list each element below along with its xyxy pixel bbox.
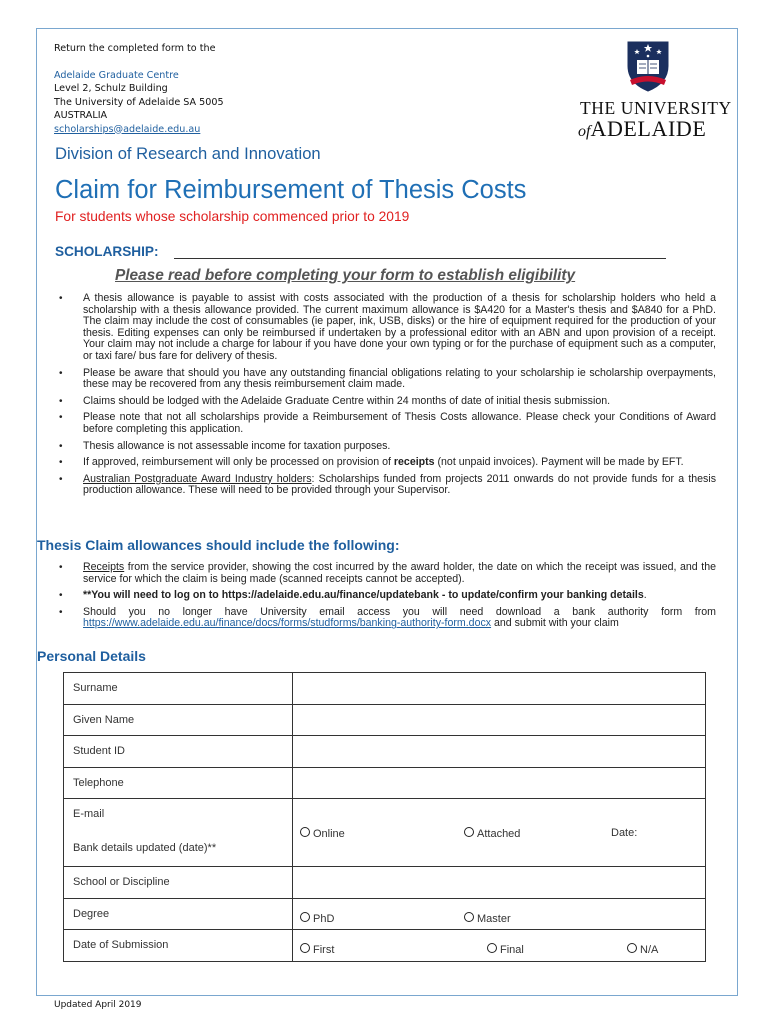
list-item: • Please be aware that should you have any outstanding financial obligations relating to your scholarship ie scholarship overpayments, these may be recovered from any thesis reimbursement claim made. <box>56 368 716 391</box>
address-line: The University of Adelaide SA 5005 <box>54 96 224 108</box>
address-line: AUSTRALIA <box>54 110 108 121</box>
university-logo <box>578 40 732 141</box>
first-option[interactable]: First <box>300 943 334 956</box>
bank-details-label: Bank details updated (date)** <box>64 830 293 867</box>
table-row <box>64 767 706 799</box>
list-item: • Claims should be lodged with the Adelaide Graduate Centre within 24 months of date of initial thesis submission. <box>56 396 716 408</box>
student-id-field[interactable] <box>293 736 706 768</box>
footer-updated: Updated April 2019 <box>54 1000 142 1010</box>
radio-icon[interactable] <box>300 827 310 837</box>
given-name-label: Given Name <box>64 704 293 736</box>
table-row <box>64 673 706 705</box>
list-item: • Australian Postgraduate Award Industry holders: Scholarships funded from projects 2011 onwards do not provide funds for a thesis production allowance. These will need to be provided through your Supervisor. <box>56 474 716 497</box>
scholarship-label: SCHOLARSHIP: <box>55 244 159 259</box>
logo-wordmark-bottom: ofADELAIDE <box>578 116 707 141</box>
eligibility-list <box>56 293 716 502</box>
student-id-label: Student ID <box>64 736 293 768</box>
table-row <box>64 830 706 867</box>
eligibility-heading: Please read before completing your form to establish eligibility <box>115 267 576 284</box>
return-intro: Return the completed form to the <box>54 43 216 54</box>
email-link[interactable]: scholarships@adelaide.edu.au <box>54 123 201 135</box>
claim-list <box>56 562 716 635</box>
bank-form-link[interactable]: https://www.adelaide.edu.au/finance/docs/forms/studforms/banking-authority-form.docx <box>83 617 492 630</box>
table-row <box>64 898 706 930</box>
list-item: • If approved, reimbursement will only be processed on provision of receipts (not unpaid invoices). Payment will be made by EFT. <box>56 457 716 469</box>
form-title: Claim for Reimbursement of Thesis Costs <box>55 176 527 204</box>
na-option[interactable]: N/A <box>627 943 658 956</box>
telephone-field[interactable] <box>293 767 706 799</box>
school-label: School or Discipline <box>64 867 293 899</box>
division-name: Division of Research and Innovation <box>55 144 321 163</box>
list-item: • A thesis allowance is payable to assist with costs associated with the production of a thesis for scholarship holders who held a scholarship with a thesis allowance provided. The current maximum allowance is $A420 for a Master's thesis and $A840 for a PhD. The claim may include the cost of consumables (ie paper, ink, USB, disks) or the hire of equipment required for the production of your thesis. Editing expenses can only be reimbursed if undertaken by a professional editor with an ABN and upon provision of a receipt. Your claim may not include a charge for labour if you have done your own typing or for the purchase of equipment such as a computer, or taxi fare/ bus fare for delivery of thesis. <box>56 293 716 363</box>
return-address <box>54 42 224 136</box>
given-name-field[interactable] <box>293 704 706 736</box>
school-field[interactable] <box>293 867 706 899</box>
email-label: E-mail <box>64 799 293 831</box>
office-name: Adelaide Graduate Centre <box>54 69 179 81</box>
table-row <box>64 799 706 831</box>
radio-icon[interactable] <box>487 943 497 953</box>
attached-option[interactable]: Attached <box>464 827 520 840</box>
radio-icon[interactable] <box>300 943 310 953</box>
table-row <box>64 930 706 962</box>
crest-icon <box>626 40 670 92</box>
personal-details-heading: Personal Details <box>37 648 146 664</box>
email-field[interactable] <box>293 799 706 831</box>
final-option[interactable]: Final <box>487 943 524 956</box>
address-line: Level 2, Schulz Building <box>54 83 168 94</box>
master-option[interactable]: Master <box>464 912 511 925</box>
degree-options <box>293 898 706 930</box>
phd-option[interactable]: PhD <box>300 912 334 925</box>
list-item: • Thesis allowance is not assessable income for taxation purposes. <box>56 441 716 453</box>
date-label: Date: <box>611 827 638 839</box>
online-option[interactable]: Online <box>300 827 345 840</box>
table-row <box>64 704 706 736</box>
radio-icon[interactable] <box>464 827 474 837</box>
claim-heading: Thesis Claim allowances should include the following: <box>37 537 400 553</box>
list-item: • Should you no longer have University email access you will need download a bank authority form from https://www.adelaide.edu.au/finance/docs/forms/studforms/banking-authority-form.docx and submit with your claim <box>56 607 716 630</box>
list-item: • Please note that not all scholarships provide a Reimbursement of Thesis Costs allowance. Please check your Conditions of Award before completing this application. <box>56 412 716 435</box>
list-item: • **You will need to log on to https://adelaide.edu.au/finance/updatebank - to update/confirm your banking details. <box>56 590 716 602</box>
radio-icon[interactable] <box>300 912 310 922</box>
surname-label: Surname <box>64 673 293 705</box>
scholarship-field[interactable] <box>174 258 666 259</box>
personal-details-table <box>63 672 706 962</box>
submission-options <box>293 930 706 962</box>
bank-details-options <box>293 827 706 867</box>
submission-label: Date of Submission <box>64 930 293 962</box>
telephone-label: Telephone <box>64 767 293 799</box>
radio-icon[interactable] <box>464 912 474 922</box>
radio-icon[interactable] <box>627 943 637 953</box>
list-item: • Receipts from the service provider, showing the cost incurred by the award holder, the date on which the receipt was issued, and the service for which the claim is being made (scanned receipts cannot be accepted). <box>56 562 716 585</box>
table-row <box>64 736 706 768</box>
table-row <box>64 867 706 899</box>
degree-label: Degree <box>64 898 293 930</box>
logo-wordmark-top: THE UNIVERSITY <box>580 98 732 118</box>
surname-field[interactable] <box>293 673 706 705</box>
form-subtitle: For students whose scholarship commenced prior to 2019 <box>55 209 410 224</box>
